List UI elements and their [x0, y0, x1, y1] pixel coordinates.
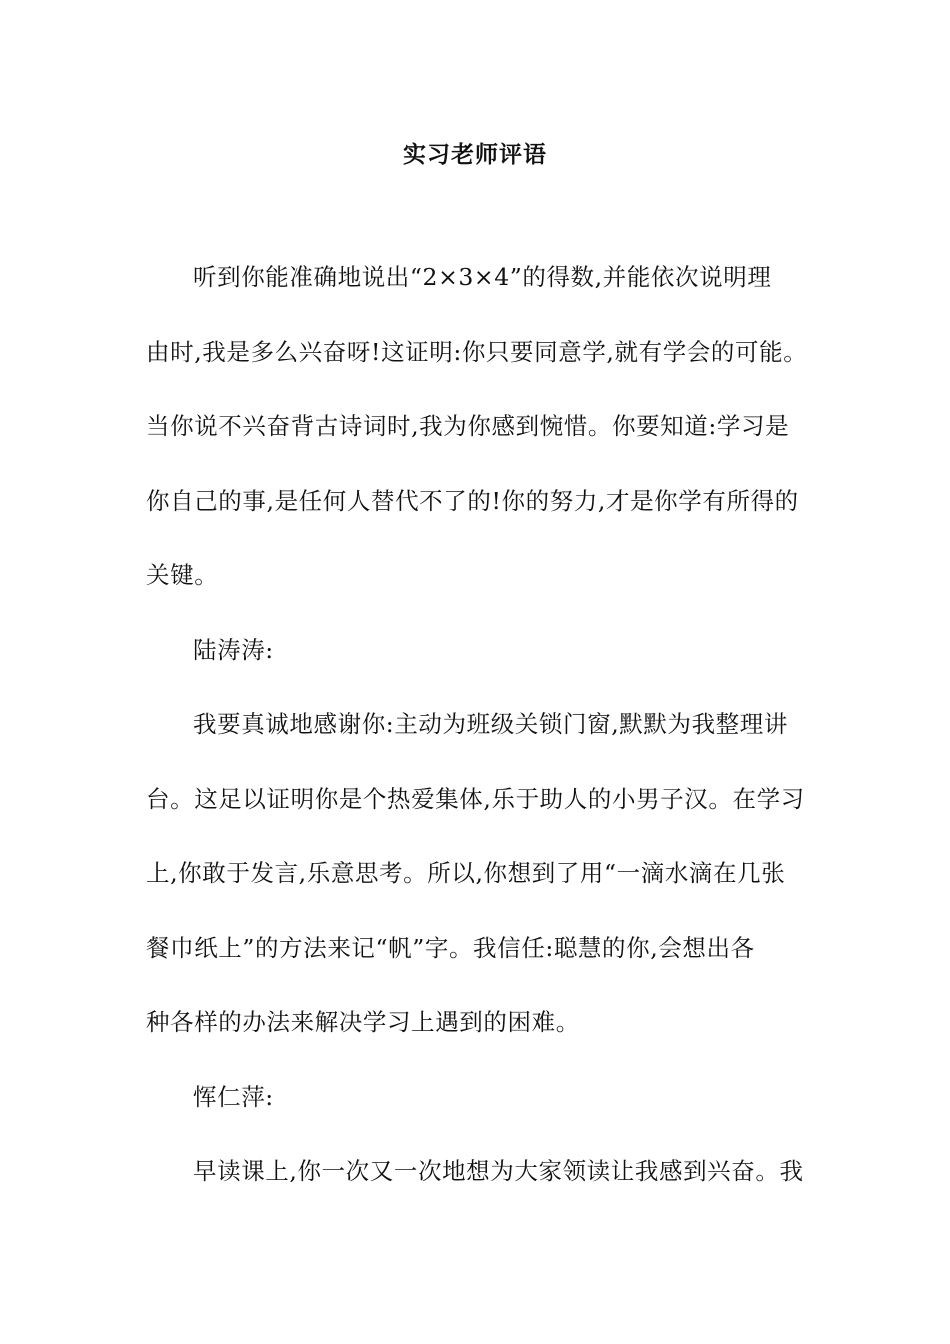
paragraph-line: 你自己的事,是任何人替代不了的!你的努力,才是你学有所得的 — [146, 486, 799, 515]
document-body — [146, 254, 818, 1223]
paragraph-line: 台。这足以证明你是个热爱集体,乐于助人的小男子汉。在学习 — [146, 784, 805, 813]
paragraph-line: 早读课上,你一次又一次地想为大家领读让我感到兴奋。我 — [193, 1157, 804, 1185]
paragraph-line: 当你说不兴奋背古诗词时,我为你感到惋惜。你要知道:学习是 — [146, 412, 790, 440]
paragraph-line: 听到你能准确地说出“2×3×4”的得数,并能依次说明理 — [193, 263, 772, 291]
paragraph-line: 我要真诚地感谢你:主动为班级关锁门窗,默默为我整理讲 — [193, 710, 788, 738]
paragraph-line: 种各样的办法来解决学习上遇到的困难。 — [146, 1008, 580, 1036]
student-name: 恽仁萍: — [193, 1082, 274, 1111]
student-name: 陆涛涛: — [193, 635, 274, 664]
paragraph-line: 关键。 — [146, 561, 219, 589]
paragraph-line: 餐巾纸上”的方法来记“帆”字。我信任:聪慧的你,会想出各 — [146, 933, 755, 962]
paragraph-line: 上,你敢于发言,乐意思考。所以,你想到了用“一滴水滴在几张 — [146, 859, 786, 887]
paragraph-line: 由时,我是多么兴奋呀!这证明:你只要同意学,就有学会的可能。 — [146, 337, 808, 366]
page-title: 实习老师评语 — [403, 142, 547, 168]
